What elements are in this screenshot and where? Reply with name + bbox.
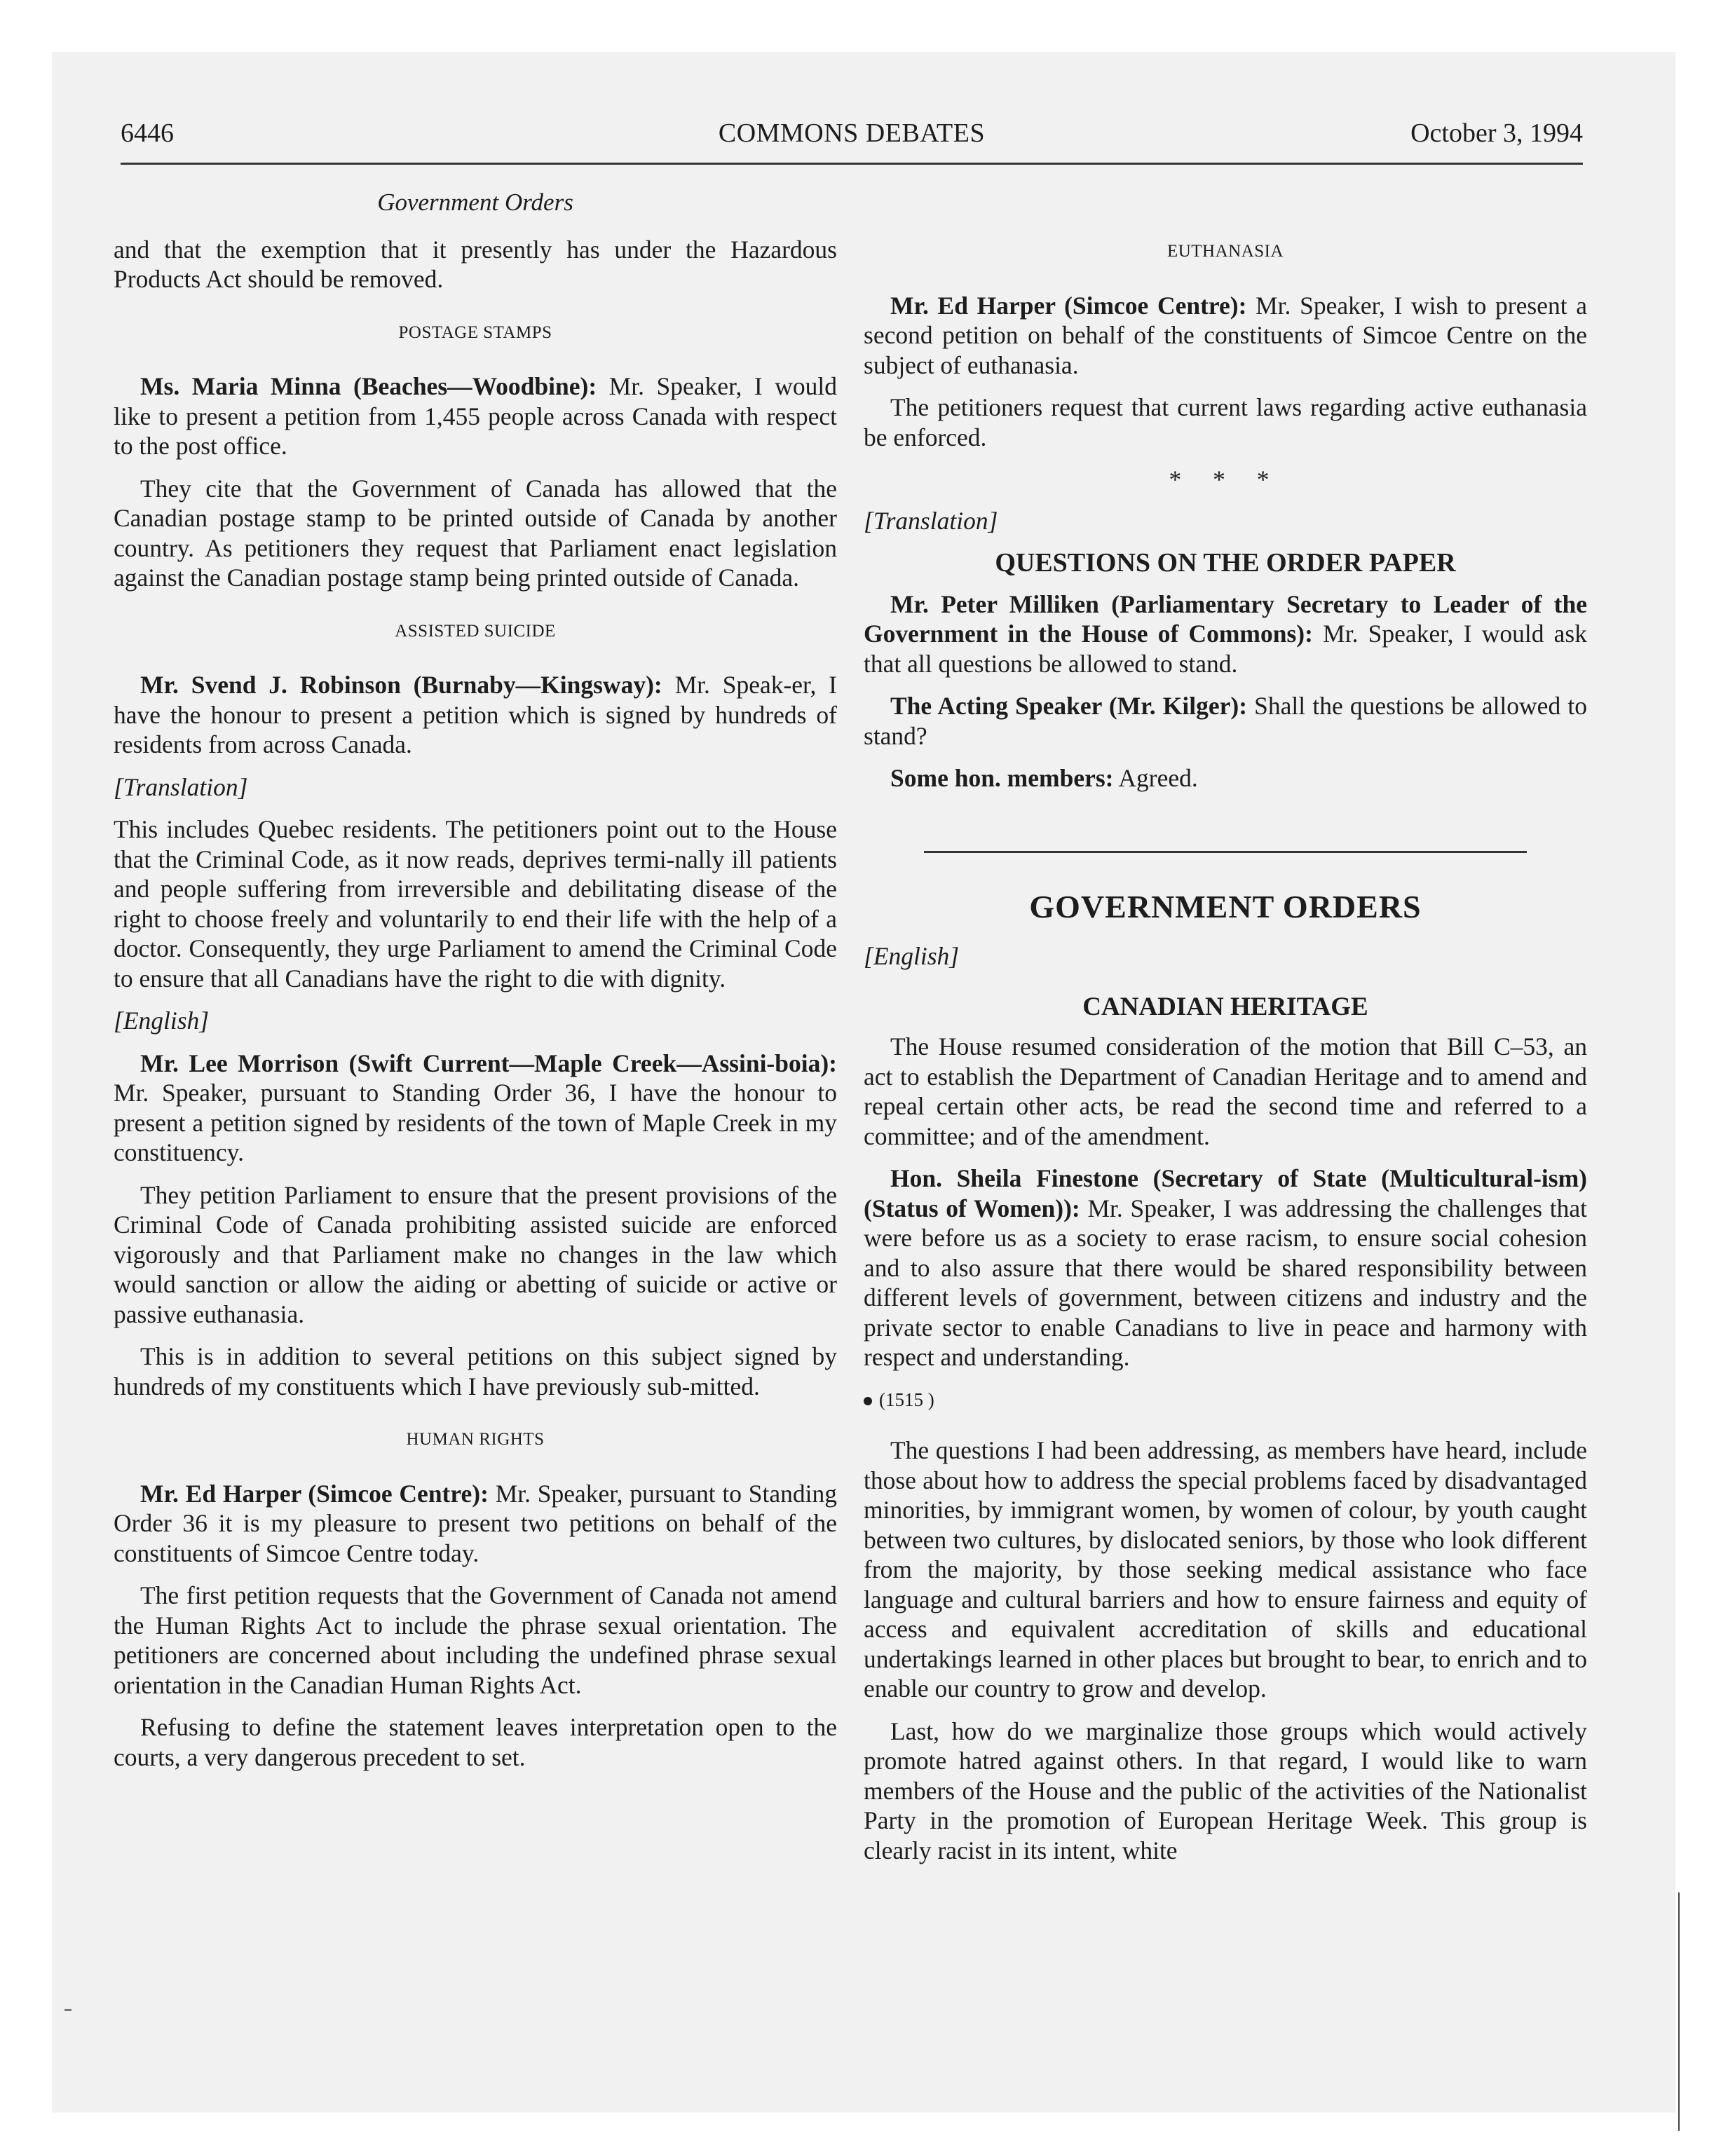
publication-title: COMMONS DEBATES <box>718 118 986 148</box>
left-column <box>114 184 837 1785</box>
english-tag: [English] <box>114 1007 210 1035</box>
paragraph: The questions I had been addressing, as members have heard, include those about how to address the special problems faced by disadvantaged minorities, by immigrant women, by women of colour, by youth caught between two cultures, by dislocated seniors, by those who look different from the majority, by those seeking medical assistance who face language and cultural barriers and how to ensure fairness and equity of access and equivalent accreditation of skills and educational undertakings learned in other places but brought to bear, to enrich and to enable our country to grow and develop. <box>864 1436 1587 1703</box>
heading-euthanasia: EUTHANASIA <box>1166 242 1284 261</box>
speech-text: Agreed. <box>1113 764 1198 792</box>
speaker-name: Mr. Svend J. Robinson (Burnaby—Kingsway): <box>140 671 662 699</box>
speaker-name: Mr. Ed Harper (Simcoe Centre): <box>140 1479 489 1508</box>
heading-assisted-suicide: ASSISTED SUICIDE <box>395 621 556 641</box>
right-column <box>864 184 1587 1878</box>
speaker-name: Some hon. members: <box>890 764 1114 792</box>
speaker-name: Mr. Lee Morrison (Swift Current—Maple Creek—Assini-boia): <box>140 1049 837 1077</box>
speaker-name: Mr. Peter Milliken (Parliamentary Secretary to Leader of the Government in the House of Commons): <box>864 589 1587 648</box>
speech-members <box>864 763 1587 793</box>
speech-text: Mr. Speaker, I would like to present a petition from 1,455 people across Canada with respect to the post office. <box>114 372 837 460</box>
speech-minna <box>114 371 837 461</box>
speech-robinson <box>114 670 837 760</box>
speech-text: Mr. Speaker, pursuant to Standing Order 36 it is my pleasure to present two petitions on behalf of the constituents of Simcoe Centre today. <box>114 1479 837 1567</box>
heading-human-rights: HUMAN RIGHTS <box>406 1430 545 1449</box>
publication-date: October 3, 1994 <box>1410 118 1583 148</box>
paragraph: Refusing to define the statement leaves interpretation open to the courts, a very dangerous precedent to set. <box>114 1713 837 1771</box>
speech-text: Mr. Speaker, I wish to present a second petition on behalf of the constituents of Simcoe Centre on the subject of euthanasia. <box>864 291 1587 379</box>
speech-text: Shall the questions be allowed to stand? <box>864 692 1587 750</box>
speech-text: Mr. Speak-er, I have the honour to present a petition which is signed by hundreds of residents from across Canada. <box>114 671 837 758</box>
time-stamp <box>864 1385 1587 1415</box>
margin-mark <box>64 2009 72 2011</box>
translation-tag: [Translation] <box>114 772 248 801</box>
speaker-name: Ms. Maria Minna (Beaches—Woodbine): <box>140 372 597 400</box>
speech-morrison <box>114 1049 837 1168</box>
page-header <box>121 114 1583 165</box>
speech-finestone <box>864 1164 1587 1372</box>
section-break-stars: * * * <box>1169 465 1282 493</box>
time-stamp-text: (1515 ) <box>879 1389 934 1410</box>
paragraph: This includes Quebec residents. The petitioners point out to the House that the Criminal Code, as it now reads, deprives termi-nally ill patients and people suffering from irreversible and debilitating disease of the right to choose freely and voluntarily to end their life with the help of a doctor. Consequently, they urge Parliament to amend the Criminal Code to ensure that all Canadians have the right to die with dignity. <box>114 815 837 992</box>
speech-text: Mr. Speaker, I would ask that all questions be allowed to stand. <box>864 620 1587 678</box>
speech-milliken <box>864 589 1587 679</box>
paragraph: and that the exemption that it presently has under the Hazardous Products Act should be removed. <box>114 235 837 293</box>
translation-tag: [Translation] <box>864 506 998 535</box>
paragraph: This is in addition to several petitions on this subject signed by hundreds of my constituents which I have previously sub-mitted. <box>114 1342 837 1400</box>
english-tag: [English] <box>864 942 960 970</box>
speaker-name: The Acting Speaker (Mr. Kilger): <box>890 692 1248 720</box>
speech-harper <box>114 1479 837 1569</box>
heading-questions-order-paper: QUESTIONS ON THE ORDER PAPER <box>995 548 1456 578</box>
paragraph: The petitioners request that current laws regarding active euthanasia be enforced. <box>864 393 1587 451</box>
paragraph: Last, how do we marginalize those groups which would actively promote hatred against others. In that regard, I would like to warn members of the House and the public of the activities of the Nationalist Party in the promotion of European Heritage Week. This group is clearly racist in its intent, white <box>864 1717 1587 1864</box>
paragraph: The House resumed consideration of the motion that Bill C–53, an act to establish the Department of Canadian Heritage and to amend and repeal certain other acts, be read the second time and referred to a committee; and of the amendment. <box>864 1032 1587 1150</box>
scan-edge-line <box>1678 1892 1680 2131</box>
section-label: Government Orders <box>377 189 573 216</box>
speaker-name: Mr. Ed Harper (Simcoe Centre): <box>890 291 1247 320</box>
paragraph: They petition Parliament to ensure that the present provisions of the Criminal Code of Canada prohibiting assisted suicide are enforced vigorously and that Parliament make no changes in the law which would sanction or allow the aiding or abetting of suicide or active or passive euthanasia. <box>114 1180 837 1328</box>
paragraph: They cite that the Government of Canada has allowed that the Canadian postage stamp to be printed outside of Canada by another country. As petitioners they request that Parliament enact legislation against the Canadian postage stamp being printed outside of Canada. <box>114 474 837 592</box>
paragraph: The first petition requests that the Government of Canada not amend the Human Rights Act to include the phrase sexual orientation. The petitioners are concerned about including the undefined phrase sexual orientation in the Canadian Human Rights Act. <box>114 1581 837 1699</box>
speech-acting-speaker <box>864 691 1587 751</box>
speech-text: Mr. Speaker, pursuant to Standing Order 36, I have the honour to present a petition signed by residents of the town of Maple Creek in my constituency. <box>114 1079 837 1166</box>
section-divider <box>924 851 1527 853</box>
heading-government-orders: GOVERNMENT ORDERS <box>1029 888 1422 925</box>
bullet-icon <box>864 1397 872 1405</box>
page-number: 6446 <box>121 118 174 148</box>
speaker-name: Hon. Sheila Finestone (Secretary of State (Multicultural-ism) (Status of Women)): <box>864 1164 1587 1222</box>
heading-postage-stamps: POSTAGE STAMPS <box>398 322 552 342</box>
heading-canadian-heritage: CANADIAN HERITAGE <box>1082 992 1368 1021</box>
speech-text: Mr. Speaker, I was addressing the challenges that were before us as a society to erase racism, to ensure social cohesion and to also assure that there would be shared responsibility between different levels of government, between citizens and industry and the private sector to enable Canadians to live in peace and harmony with respect and understanding. <box>864 1194 1587 1371</box>
speech-harper-2 <box>864 291 1587 381</box>
